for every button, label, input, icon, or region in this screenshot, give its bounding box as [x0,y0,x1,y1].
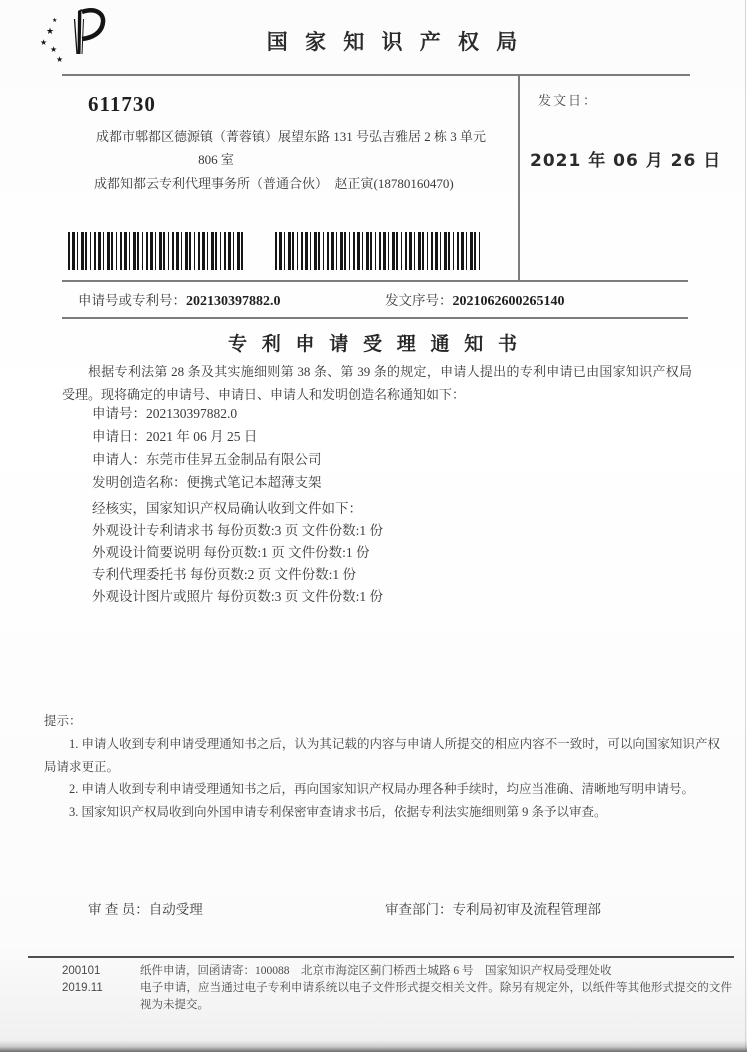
header-rule [62,74,690,76]
dispatch-box-left-border [518,74,520,281]
scan-bottom-shadow [0,1040,747,1052]
numbers-row-top-rule [62,280,688,282]
document-item: 外观设计简要说明 每份页数:1 页 文件份数:1 份 [92,545,370,560]
application-number-row [78,289,281,310]
field-label: 申请人： [92,452,146,467]
agency-title: 国 家 知 识 产 权 局 [266,30,524,54]
examiner-row [88,898,203,918]
footer-paper-filing-line: 纸件申请，回函请寄：100088 北京市海淀区蓟门桥西土城路 6 号 国家知识产权局受理处收 [140,965,612,977]
cnipa-logo-icon [38,8,123,66]
dispatch-date-label: 发文日： [538,93,599,108]
application-number-barcode [68,232,244,270]
hint-item-3: 3. 国家知识产权局收到向外国申请专利保密审查请求书后，依据专利法实施细则第 9 条予以审查。 [69,805,607,820]
document-item: 专利代理委托书 每份页数:2 页 文件份数:1 份 [92,567,357,582]
field-application-number [92,402,237,422]
document-item: 外观设计图片或照片 每份页数:3 页 文件份数:1 份 [92,589,384,604]
serial-number-barcode [275,232,481,270]
serial-number-value: 2021062600265140 [452,294,565,309]
field-label: 发明创造名称： [92,475,187,490]
recipient-postal-code: 611730 [88,92,156,116]
field-value: 便携式笔记本超薄支架 [186,475,322,490]
notice-intro-paragraph: 根据专利法第 28 条及其实施细则第 38 条、第 39 条的规定，申请人提出的专利申请已由国家知识产权局受理。现将确定的申请号、申请日、申请人和发明创造名称通知如下： [62,364,692,402]
svg-text:★: ★ [50,45,58,54]
hint-item-2: 2. 申请人收到专利申请受理通知书之后，再向国家知识产权局办理各种手续时，均应当准确、清晰地写明申请号。 [69,782,695,797]
receipt-intro: 经核实，国家知识产权局确认收到文件如下： [92,501,362,516]
application-number-value: 202130397882.0 [186,294,281,309]
numbers-row-bottom-rule [62,317,688,319]
svg-text:★: ★ [52,18,58,24]
footer-form-codes [62,963,103,997]
application-number-label: 申请号或专利号： [78,293,186,308]
footer-rule [28,956,734,958]
footer-electronic-filing-line: 电子申请，应当通过电子专利申请系统以电子文件形式提交相关文件。除另有规定外，以纸件等其他形式提交的文件视为未提交。 [140,982,732,1011]
footer-form-revision: 2019.11 [62,982,103,994]
scan-page-edge [745,0,746,1052]
field-value: 东莞市佳昇五金制品有限公司 [146,452,322,467]
field-label: 申请日： [92,429,146,444]
department-row [385,898,601,918]
serial-number-row [385,289,565,310]
footer-form-number: 200101 [62,965,101,977]
field-value: 202130397882.0 [146,406,238,421]
hint-item-1: 1. 申请人收到专利申请受理通知书之后，认为其记载的内容与申请人所提交的相应内容不一致时，可以向国家知识产权局请求更正。 [44,736,720,774]
notice-title: 专 利 申 请 受 理 通 知 书 [227,334,522,355]
hints-section [44,710,720,824]
examiner-label: 审 查 员： [88,902,149,917]
svg-text:★: ★ [46,26,55,36]
document-item: 外观设计专利请求书 每份页数:3 页 文件份数:1 份 [92,523,384,538]
serial-number-label: 发文序号： [385,293,453,308]
field-application-date [92,425,257,445]
field-value: 2021 年 06 月 25 日 [146,429,258,444]
dispatch-date-value: 2021 年 06 月 26 日 [530,151,722,171]
field-applicant [92,448,322,468]
examiner-value: 自动受理 [148,902,203,917]
svg-text:★: ★ [56,55,64,64]
svg-text:★: ★ [40,38,48,47]
footer-instructions [140,963,732,1014]
recipient-address-line2: 806 室 [198,152,234,167]
department-label: 审查部门： [385,902,453,917]
field-invention-title [92,471,322,491]
department-value: 专利局初审及流程管理部 [452,902,601,917]
recipient-address-line1: 成都市郫都区德源镇（菁蓉镇）展望东路 131 号弘吉雅居 2 栋 3 单元 [95,129,486,144]
hints-label: 提示： [44,714,82,728]
field-label: 申请号： [92,406,146,421]
recipient-agent-line: 成都知都云专利代理事务所（普通合伙） 赵正寅(18780160470) [94,176,454,191]
